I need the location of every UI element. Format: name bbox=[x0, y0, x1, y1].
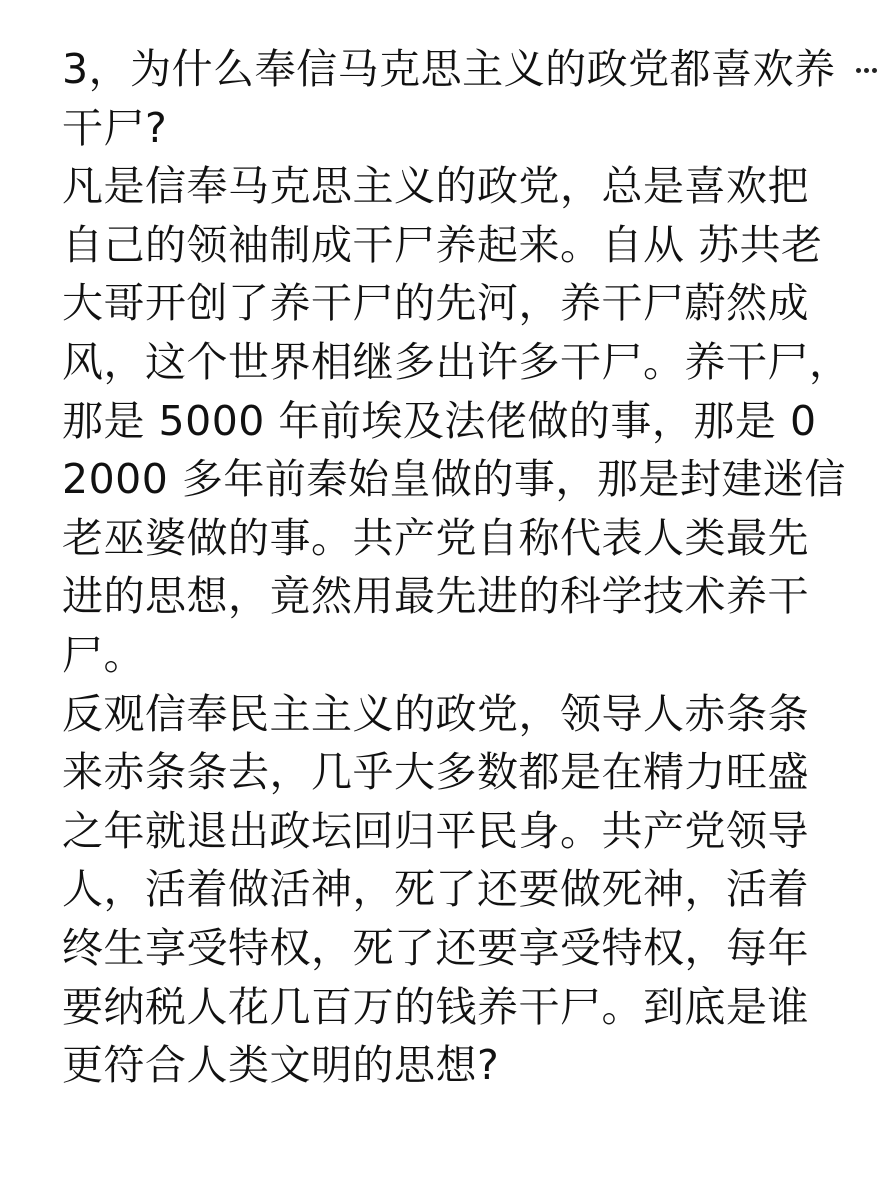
text-line: 要纳税人花几百万的钱养干尸。到底是谁 bbox=[62, 982, 809, 1031]
dot bbox=[864, 68, 869, 73]
text-line: 3，为什么奉信马克思主义的政党都喜欢养 bbox=[62, 45, 836, 93]
text-line: 自己的领袖制成干尸养起来。自从 苏共老 bbox=[62, 220, 823, 269]
text-line: 尸。 bbox=[62, 630, 145, 679]
text-line: 那是 5000 年前埃及法佬做的事，那是 0 bbox=[62, 396, 817, 445]
text-line: 凡是信奉马克思主义的政党，总是喜欢把 bbox=[62, 162, 809, 211]
text-line: 老巫婆做的事。共产党自称代表人类最先 bbox=[62, 513, 809, 562]
text-line: 更符合人类文明的思想? bbox=[62, 1041, 500, 1090]
text-line: 反观信奉民主主义的政党，领导人赤条条 bbox=[62, 689, 809, 738]
document-body bbox=[62, 40, 851, 1095]
dot bbox=[856, 68, 861, 73]
text-line: 来赤条条去，几乎大多数都是在精力旺盛 bbox=[62, 748, 809, 797]
text-line: 风，这个世界相继多出许多干尸。养干尸， bbox=[62, 337, 851, 386]
dot bbox=[872, 68, 877, 73]
more-options-icon[interactable] bbox=[856, 68, 877, 73]
text-line: 之年就退出政坛回归平民身。共产党领导 bbox=[62, 806, 809, 855]
text-line: 终生享受特权，死了还要享受特权，每年 bbox=[62, 923, 809, 972]
text-line: 2000 多年前秦始皇做的事，那是封建迷信 bbox=[62, 455, 846, 504]
text-line: 进的思想，竟然用最先进的科学技术养干 bbox=[62, 572, 809, 621]
text-line: 大哥开创了养干尸的先河，养干尸蔚然成 bbox=[62, 279, 809, 328]
text-line: 干尸? bbox=[62, 103, 168, 152]
text-line: 人，活着做活神，死了还要做死神，活着 bbox=[62, 865, 809, 914]
